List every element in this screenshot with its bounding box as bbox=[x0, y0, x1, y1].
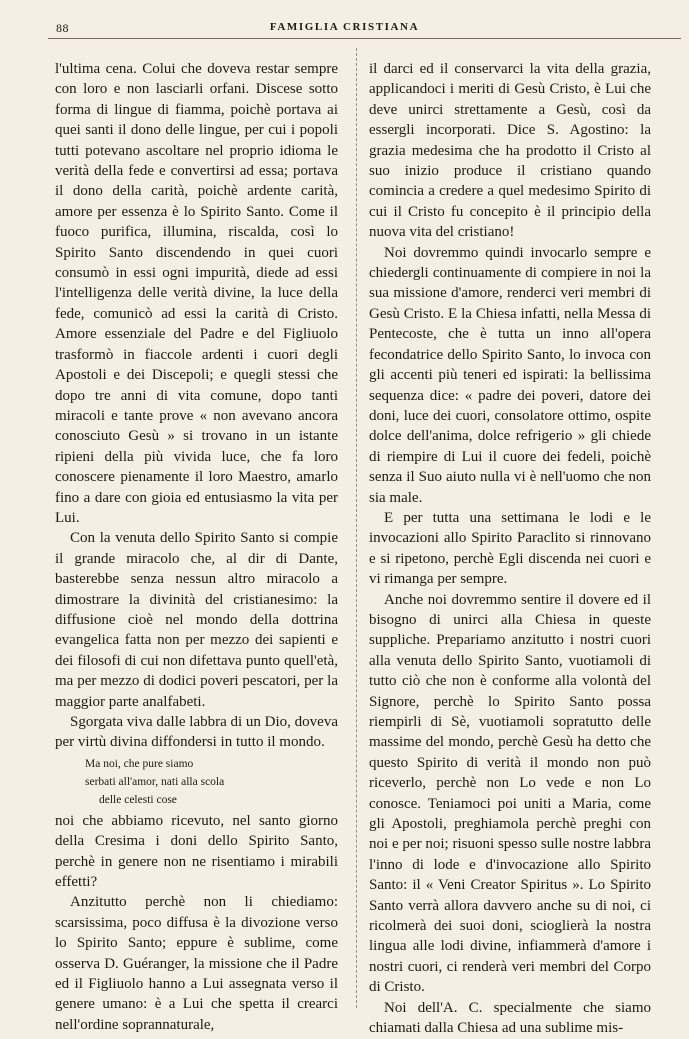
paragraph: Noi dovremmo quindi invocarlo sempre e chiedergli continuamente di compiere in noi la sua missione d'amore, renderci veri membri di Gesù Cristo. E la Chiesa infatti, nella Messa di Pentecoste, che è tutta un inno all'opera fecondatrice dello Spirito Santo, lo invoca con gli accenti più teneri ed ispirati: la bellissima sequenza dice: « padre dei poveri, datore dei doni, luce dei cuori, consolatore ottimo, ospite dolce dell'anima, dolce refrigerio » gli chiede di riempire di Lui il cuore dei fedeli, poichè senza il Suo aiuto nulla vi è nell'uomo che non sia male. bbox=[369, 244, 651, 506]
running-head: FAMIGLIA CRISTIANA bbox=[269, 21, 420, 33]
right-column bbox=[369, 59, 651, 1039]
paragraph: E per tutta una settimana le lodi e le invocazioni allo Spirito Paraclito si rinnovano e si ripetono, perchè Egli discenda nei cuori e vi rimanga per sempre. bbox=[369, 509, 651, 588]
verse-line: delle celesti cose bbox=[99, 793, 177, 806]
paragraph: noi che abbiamo ricevuto, nel santo giorno della Cresima i doni dello Spirito Santo, perchè in genere non ne risentiamo i mirabili effetti? bbox=[55, 812, 338, 891]
paragraph: l'ultima cena. Colui che doveva restar sempre con loro e non lasciarli orfani. Discese sotto forma di lingue di fiamma, poichè portava ai quei santi il dono delle lingue, per cui i popoli tutti potevano ascoltare nel proprio idioma le verità della fede e convertirsi ad essa; portava il dono della carità, poichè ardente carità, amore per essenza è lo Spirito Santo. Come il fuoco purifica, illumina, riscalda, così lo Spirito Santo discendendo in quei cuori consumò in essi ogni impurità, diede ad essi l'intelligenza delle verità divine, la luce della fede, comunicò ad essi la carità di Cristo. Amore essenziale del Padre e del Figliuolo trasformò in fiaccole ardenti i cuori degli Apostoli e dei Discepoli; e quegli stessi che dopo tre anni di vita comune, dopo tanti miracoli e tante prove « non avevano ancora conosciuto Gesù » si trovano in un istante ripieni della più vivida luce, che fa loro conoscere pienamente il loro Maestro, amarlo fino a dare con gioia ed entusiasmo la vita per Lui. bbox=[55, 61, 338, 526]
column-divider bbox=[356, 48, 357, 1008]
paragraph: il darci ed il conservarci la vita della grazia, applicandoci i meriti di Gesù Cristo, è Lui che deve unirci strettamente a Gesù, così da essergli incorporati. Dice S. Agostino: la grazia medesima che ha prodotto il Cristo al suo inizio produce il cristiano quando comincia a credere a quel medesimo Spirito di cui il Cristo fu concepito è il principio della nuova vita del cristiano! bbox=[369, 61, 651, 241]
page-number: 88 bbox=[56, 21, 69, 35]
paragraph: Anche noi dovremmo sentire il dovere ed il bisogno di unirci alla Chiesa in queste suppliche. Prepariamo anzitutto i nostri cuori alla venuta dello Spirito Santo, vuotiamoli di tutto ciò che non è conforme alla volontà del Signore, perchè lo Spirito Santo possa riempirli di Sè, vuotiamoli sopratutto delle massime del mondo, perchè Gesù ha detto che questo Spirito di verità il mondo non può riceverlo, perchè non Lo vede e non Lo conosce. Teniamoci poi uniti a Maria, come gli Apostoli, preghiamola perchè preghi con noi e per noi; risuoni spesso sulle nostre labbra l'inno di lode e d'invocazione allo Spirito Santo: il « Veni Creator Spiritus ». Lo Spirito Santo verrà allora davvero anche su di noi, ci ricolmerà dei suoi doni, scioglierà la nostra lingua alle lodi divine, infiammerà d'amore i nostri cuori, ci renderà veri membri del Corpo di Cristo. bbox=[369, 591, 651, 996]
verse-line: serbati all'amor, nati alla scola bbox=[85, 775, 225, 788]
left-column bbox=[55, 59, 338, 1035]
header-rule bbox=[48, 38, 681, 39]
verse-line: Ma noi, che pure siamo bbox=[85, 757, 194, 770]
paragraph: Noi dell'A. C. specialmente che siamo chiamati dalla Chiesa ad una sublime mis- bbox=[369, 999, 651, 1037]
paragraph: Sgorgata viva dalle labbra di un Dio, doveva per virtù divina diffondersi in tutto il mondo. bbox=[55, 714, 338, 751]
paragraph: Con la venuta dello Spirito Santo si compie il grande miracolo che, al dir di Dante, basterebbe senza nessun altro miracolo a dimostrare la divinità del cristianesimo: la diffusione cioè nel mondo della dottrina evangelica fatta non per mezzo dei sapienti e dei filosofi di cui non difettava punto quell'età, ma per mezzo di dodici poveri pescatori, per la maggior parte analfabeti. bbox=[55, 530, 338, 710]
verse-quote bbox=[85, 755, 338, 809]
paragraph: Anzitutto perchè non li chiediamo: scarsissima, poco diffusa è la divozione verso lo Spirito Santo; eppure è sublime, come osserva D. Guéranger, la missione che il Padre ed il Figliuolo hanno a Lui assegnata verso il genere umano: è a Lui che spetta il crearci nell'ordine soprannaturale, bbox=[55, 894, 338, 1033]
